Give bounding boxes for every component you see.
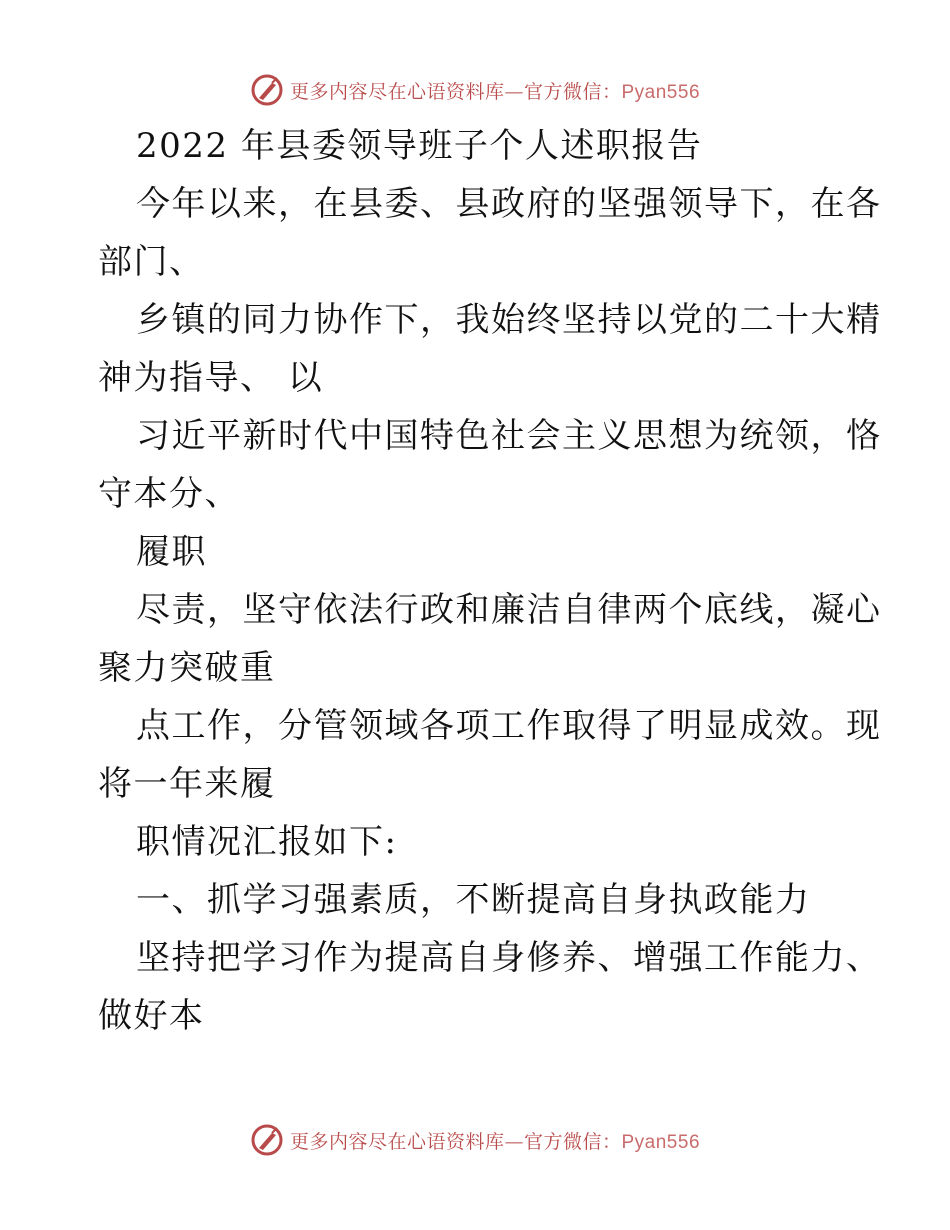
footer-watermark — [0, 1120, 950, 1160]
watermark-id: Pyan556 — [621, 81, 701, 103]
paragraph-line: 履职 — [136, 532, 207, 572]
paragraph-line: 点工作，分管领域各项工作取得了明显成效。现 — [136, 706, 882, 746]
paragraph-line: 聚力突破重 — [98, 648, 276, 688]
document-title: 2022 年县委领导班子个人述职报告 — [136, 126, 703, 166]
paragraph-line: 职情况汇报如下: — [136, 822, 398, 862]
watermark-label: 官方微信： — [523, 80, 622, 103]
paragraph-line: 坚持把学习作为提高自身修养、增强工作能力、 — [136, 938, 882, 978]
paragraph-line: 做好本 — [98, 996, 205, 1036]
header-watermark — [0, 70, 950, 110]
paragraph-line: 乡镇的同力协作下，我始终坚持以党的二十大精 — [136, 300, 882, 340]
watermark-id: Pyan556 — [621, 1131, 701, 1153]
paragraph-line: 神为指导、 以 — [98, 358, 324, 398]
document-body — [98, 117, 882, 1045]
paragraph-line: 将一年来履 — [98, 764, 276, 804]
paragraph-line: 今年以来，在县委、县政府的坚强领导下，在各 — [136, 184, 882, 224]
watermark-text: 更多内容尽在心语资料库 — [289, 1130, 505, 1153]
watermark-dash: — — [504, 1130, 524, 1153]
paragraph-line: 习近平新时代中国特色社会主义思想为统领，恪 — [136, 416, 882, 456]
paragraph-line: 部门、 — [98, 242, 205, 282]
paragraph-line: 尽责，坚守依法行政和廉洁自律两个底线，凝心 — [136, 590, 882, 630]
watermark-text: 更多内容尽在心语资料库 — [289, 80, 505, 103]
watermark-dash: — — [504, 80, 524, 103]
red-quill-seal-logo-icon — [250, 73, 284, 107]
watermark-label: 官方微信： — [523, 1130, 622, 1153]
red-quill-seal-logo-icon — [250, 1123, 284, 1157]
paragraph-line: 守本分、 — [98, 474, 240, 514]
section-heading: 一、抓学习强素质，不断提高自身执政能力 — [136, 880, 811, 920]
